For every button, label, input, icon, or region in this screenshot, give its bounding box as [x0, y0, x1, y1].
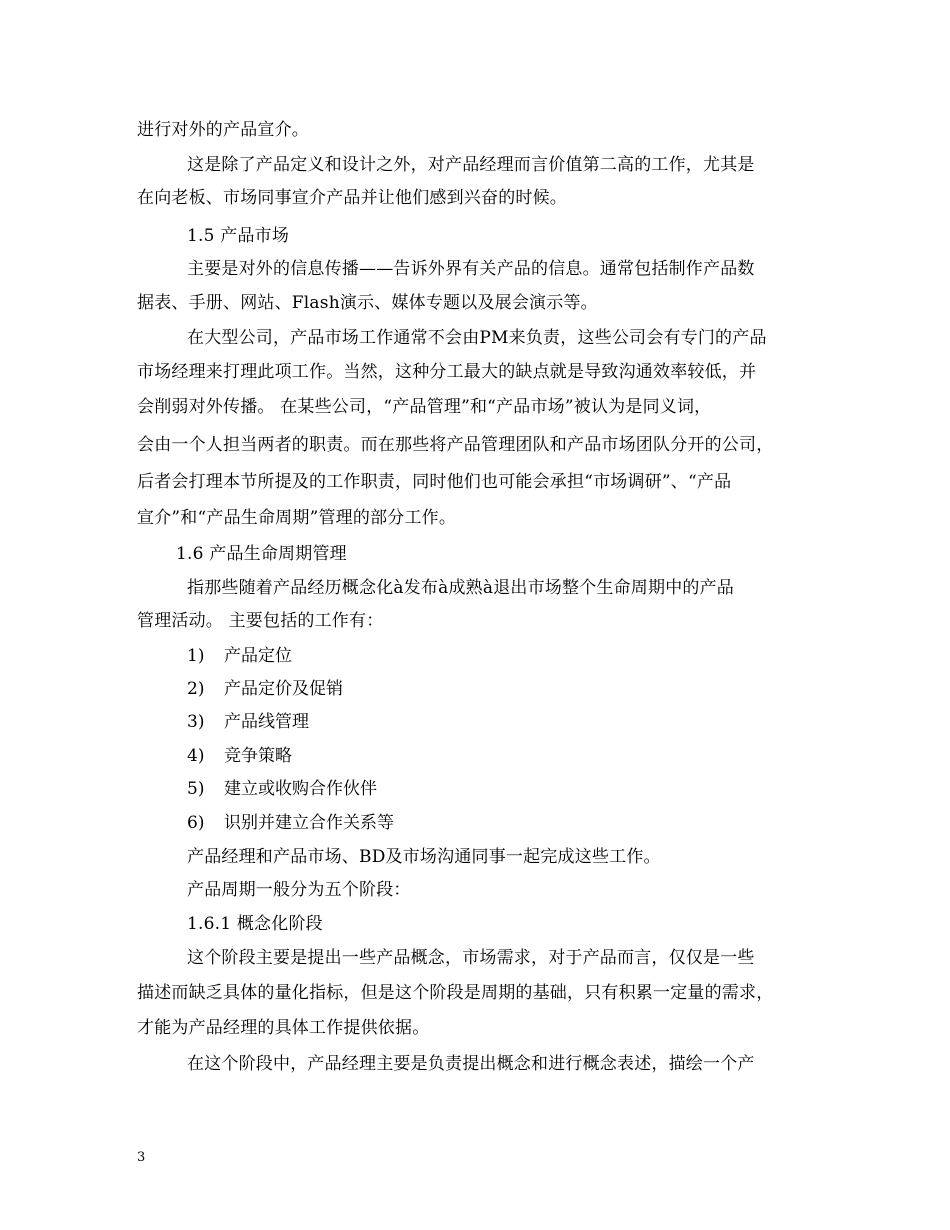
- paragraph-line: 指那些随着产品经历概念化à发布à成熟à退出市场整个生命周期中的产品: [187, 578, 735, 598]
- section-heading-1-5: 1.5 产品市场: [187, 226, 290, 246]
- list-item-text: 建立或收购合作伙伴: [224, 779, 377, 799]
- paragraph-line: 市场经理来打理此项工作。当然，这种分工最大的缺点就是导致沟通效率较低，并: [137, 362, 757, 382]
- paragraph-line: 管理活动。 主要包括的工作有：: [137, 611, 384, 631]
- list-item-text: 竞争策略: [224, 746, 292, 766]
- paragraph-line: 后者会打理本节所提及的工作职责，同时他们也可能会承担“市场调研”、“产品: [137, 472, 732, 492]
- list-item-text: 产品定位: [224, 646, 292, 666]
- paragraph-line: 在大型公司，产品市场工作通常不会由PM来负责，这些公司会有专门的产品: [187, 328, 767, 348]
- paragraph-line: 进行对外的产品宣介。: [137, 120, 309, 140]
- page-number: 3: [137, 1150, 146, 1165]
- list-item-number: 2): [187, 679, 205, 699]
- paragraph-line: 这个阶段主要是提出一些产品概念，市场需求，对于产品而言，仅仅是一些: [187, 948, 755, 968]
- list-item-number: 1): [187, 646, 205, 666]
- list-item-text: 识别并建立合作关系等: [224, 813, 394, 833]
- paragraph-line: 据表、手册、网站、Flash演示、媒体专题以及展会演示等。: [137, 293, 598, 313]
- list-item-number: 6): [187, 813, 205, 833]
- paragraph-line: 才能为产品经理的具体工作提供依据。: [137, 1018, 430, 1038]
- paragraph-line: 描述而缺乏具体的量化指标，但是这个阶段是周期的基础，只有积累一定量的需求，: [137, 983, 774, 1003]
- paragraph-line: 产品经理和产品市场、BD及市场沟通同事一起完成这些工作。: [187, 847, 661, 867]
- list-item-text: 产品线管理: [224, 712, 309, 732]
- list-item-number: 3): [187, 712, 205, 732]
- paragraph-line: 宣介”和“产品生命周期”管理的部分工作。: [137, 508, 457, 528]
- section-heading-1-6: 1.6 产品生命周期管理: [176, 544, 347, 564]
- list-item-number: 5): [187, 779, 205, 799]
- paragraph-line: 主要是对外的信息传播——告诉外界有关产品的信息。通常包括制作产品数: [187, 259, 755, 279]
- paragraph-line: 在向老板、市场同事宣介产品并让他们感到兴奋的时候。: [137, 188, 567, 208]
- list-item-text: 产品定价及促销: [224, 679, 343, 699]
- paragraph-line: 会由一个人担当两者的职责。而在那些将产品管理团队和产品市场团队分开的公司，: [137, 435, 774, 455]
- section-heading-1-6-1: 1.6.1 概念化阶段: [187, 914, 323, 934]
- paragraph-line: 产品周期一般分为五个阶段：: [187, 880, 411, 900]
- paragraph-line: 这是除了产品定义和设计之外，对产品经理而言价值第二高的工作，尤其是: [187, 155, 755, 175]
- paragraph-line: 在这个阶段中，产品经理主要是负责提出概念和进行概念表述，描绘一个产: [187, 1054, 755, 1074]
- paragraph-line: 会削弱对外传播。 在某些公司，“产品管理”和“产品市场”被认为是同义词，: [137, 397, 712, 417]
- list-item-number: 4): [187, 746, 205, 766]
